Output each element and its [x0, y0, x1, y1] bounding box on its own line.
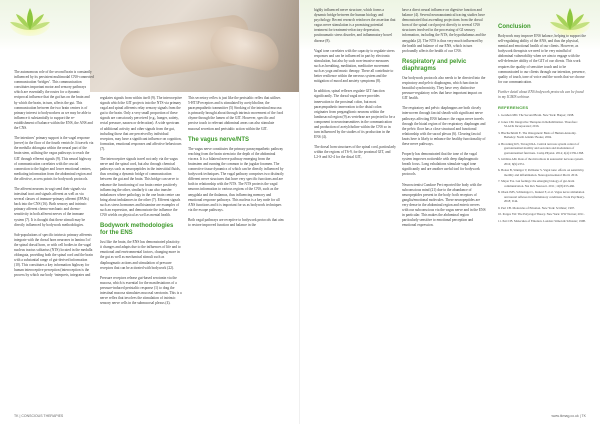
paragraph: Both vagal pathways are receptive to bodywork protocols that aim to restore improved function and balance in the: [188, 217, 284, 227]
left-col-3: [188, 96, 284, 233]
reference-item: 9. Pert CB. Molecules of Emotion. New York: Scribner; 1997.: [498, 205, 575, 210]
section-heading: Respiratory and pelvic diaphragms: [402, 58, 467, 72]
reference-item: 3. Blechschmidt E. The Ontogenetic Basis of Human Anatomy. Berkeley: North Atlantic Books; 2004.: [498, 130, 577, 140]
reference-item: 5. Gibbins AM. Role of the microbiota in autonomic nervous system. 2016; 6(9):2331.: [498, 157, 584, 166]
section-heading: Bodywork methodologies for the ENS: [100, 223, 174, 237]
reference-item: 10. Porges SW. The Polyvagal Theory. New York: WW Norton; 2011.: [498, 212, 585, 217]
paragraph: Bodywork may improve ENS balance, helping to support the self-regulating ability of the ANS, and thus the physical, mental and emotional health of our clients. However, as bodywork therapists we need to be very mindful of abdominal vulnerability when we aim to engage with the self-defensive ability of the GIT of our clients. This work requires the quality of sensitive touch and to be communicated to our clients through our intention, presence, quality of touch, tone of voice and the words that we choose for our communication.: [498, 34, 586, 84]
references-list: [498, 113, 586, 223]
paragraph: Pressure receptors release gut-based serotonin via the mucosa, which is essential for the manifestations of a pressure-induced peristaltic response (1) to drag the intestinal mucosa stimulates mucosal serotonin. This is a nerve reflex that involves the stimulation of intrinsic sensory nerve cells in the submucosal plexus (4).: [100, 275, 182, 306]
right-col-2: [402, 8, 486, 233]
footer-left: TK | CONSCIOUS THERAPIES: [14, 414, 64, 418]
references-heading: REFERENCES: [498, 105, 529, 111]
paragraph: Sub-populations of specific intrinsic primary afferents integrate with the dorsal horn neurones in lamina I of the spinal dorsal horn, or with cell bodies in the vagal nucleus tractus solitarius (NTS) located in the medulla oblongata, providing both the spinal cord and the brain with a substantial range of gut-derived information (10). This constitutes a key information highway for human interoceptive perception (interoception is the process by which our body ‘interprets, integrates and: [14, 232, 93, 278]
paragraph: The afferent neurons in vagi send their signals via intestinal tract and signals afferent as well as via several classes of immune-primary afferent (IPANs) back into the CNS (16). Both sensory and intrinsic primary afferent chemo-mechanic and chemo-sensitivity in both afferent nerves of the immune system (7). It is thought that these stimuli may be directly influenced by bodywork methodologies.: [14, 186, 89, 227]
footer-right: www.tkmag.co.uk | TK: [551, 414, 586, 418]
reference-item: 11. Pert CB. Molecules of Emotion. London: Simon & Schuster; 1998.: [498, 218, 586, 223]
section-heading: The vagus nerve/NTS: [188, 136, 250, 143]
lotus-logo-icon: [8, 4, 52, 36]
paragraph: The interoceptive signals travel not only via the vagus nerve and the spinal cord, but also through chemical pathways such as neuropeptides in the interstitial fluids, thus creating a dynamic bridge of communication between the gut and the brain. This bridge can serve to enhance the functioning of our brain centre positively influencing the other, similarly it can also transfer imbalances where pathology in the one brain centre can bring about imbalances in the other (7). Efferent signals such as stress hormones and histamine are examples of such an expression, and demonstrate the influence the CNS wields on physical as well as mental health.: [100, 157, 181, 218]
paragraph: Properly has demonstrated that the tone of the vagal system improves noticeable with deep diaphragmatic breath focus. Long exhalations stimulate vagal tone significantly and are another useful tool for bodywork protocols.: [402, 152, 480, 177]
photo-shadow: [240, 0, 300, 92]
paragraph: regulates signals from within itself (9). The interoceptive signals which the GIT projects into the NTS via primary vagal and spinal afferents relay sensory signals from the gut to the brain. Only a very small proportion of these signals are consciously perceived (e.g., hunger, satiety, rectal pressure, nausea or defecation). A wide spectrum of additional activity and other signals from the gut, including those that are perceived by individual receptors, may have a significant influence on cognition, formation, emotional responses and affective behaviours (7).: [100, 96, 182, 151]
paragraph: Neuroscientist Candace Pert reported the body with the subconscious mind (21) due to the abundance of neuropeptides present in the body: both receptors of ganglia/emotional molecules. These neuropeptides are very dense in the abdominal region and enteric nerves with our subconscious via the vagus nerve and in the ENS in particular. This makes the abdominal region particularly sensitive to emotional perception and emotional expression.: [402, 182, 486, 228]
right-page: [300, 0, 600, 424]
reference-item: 6. Bonaz B, Sinniger V, Pellissier S. Vagal tone: effects on sensitivity, motility and inflammation. Neurogastroenterol Motil. 2016.: [498, 168, 585, 177]
right-col-1: [314, 8, 396, 166]
reference-item: 2. Jones CM. Integrative Therapies in Rehabilitation. Thorofare: SLACK Incorporated; 2016.: [498, 119, 578, 129]
left-col-2: [100, 96, 182, 311]
right-col-3: [498, 22, 586, 225]
paragraph: have a direct neural influence on digestive function and balance (4). Several neuroanatomical tracing studies have demonstrated that ascending projections from the dorsal horn of the spinal cord project directly to several CNS structures involved in the processing of GI sensory information, including the NTS, the hypothalamus and the amygdala (2). The NTS is thus very much influenced by the health and balance of our ENS, which in turn profoundly affects the health of our CNS.: [402, 8, 486, 53]
reference-item: 4. Browning KN, Travagli RA. Central nervous system control of gastrointestinal motility and secretion and modulation of gastrointestinal functions. Comp Physiol. 2014; 4(4):1339-1368.: [498, 141, 584, 155]
paragraph: The dorsal horn structures of the spinal cord, particularly within the regions of T6-9, for the proximal GIT, and L2-S and S2-4 for the distal GIT,: [314, 145, 396, 160]
paragraph: Just like the brain, the ENS has demonstrated plasticity: it changes and adapts due to the influences of life and to emotional and environmental factors, changing more in the gut as well as mechanical stimuli such as diaphragmatic actions and stimulation of pressure receptors that can be activated with bodywork (22).: [100, 240, 181, 270]
paragraph: The autonomous role of the second brain is constantly influenced by its persistent multimodal CNS-connected communication ‘bridges’. This communication constitutes important motor and sensory pathways which are essentially the routes for a dynamic reciprocal influence that the gut has on the brain and by which the brain, in turn, affects the gut. This communication between the two brain centres is of primary interest to bodyworkers as we may be able to influence it substantially to support the re-establishment of balance within the ENS, the ANS and the CNS.: [14, 70, 94, 131]
paragraph: The vagus nerve constitutes the primary parasympathetic pathway reaching from the brain stem into the depth of the abdominal viscera. It is a bilateral nerve pathway emerging from the brainstem and running the common to the jugular foramen. The connective tissue dynamics of which can be directly influenced by bodywork techniques. The vagal pathway comprises two distinctly different nerve structures that have very specific functions and are both in relationship with the NTS. The NTS protects the vagal neurons information to various regions of the CNS, such as the amygdala and the thalamus, thus influencing memory and emotional response pathways. This nucleus is a key node for all ANS functions and it is important for us as bodywork techniques via the escape pathways.: [188, 146, 284, 212]
reference-item: 8. Olsen JMS, Schlesinger L, Kunzel F, et al. Vagus nerve stimulation and neural reflexes in inflammatory conditions. Front Psychiatry. 2018; 9:44.: [498, 190, 585, 204]
paragraph: Vagal tone correlates with the capacity to regulate stress responses and can be influenced in part by electronic stimulation, but also by such non-invasive measures such as breathing, meditation, meditative movement such as yoga and music therapy. These all contribute to better resilience within the nervous system and the mitigation of mood and anxiety symptoms (8).: [314, 48, 395, 84]
massage-photo: [90, 0, 300, 92]
paragraph: In addition, spinal reflexes regulate GIT function significantly. The dorsal vagal nerve provides innervation to the proximal colon, but most parasympathetic innervation to the distal colon originates from preganglionic neurons within the lumbosacral region (9) as vertebrae are projected to be a component to neurotransmitters in the communication and production of acetylcholine within the CNS so in turn influenced by the studies of its production in the ENS (4).: [314, 89, 395, 140]
paragraph: highly influenced nerve structure, which forms a dynamic bridge between the human biology and psychology. Recent research reinforces the assertion that vagus nerve stimulation is a promising potential treatment for treatment-refractory depression, posttraumatic stress disorder, and inflammatory bowel disease (8).: [314, 8, 396, 43]
paragraph: Our bodywork protocols also needs to be directed into the respiratory and pelvic diaphragms, which function in beautiful synchronicity. They have very distinctive pressure-regulatory roles that have important impact on GIT health.: [402, 75, 486, 101]
webinar-note: Further detail about ENS bodywork protocols can be found in my ICMIS webinar.: [498, 89, 584, 100]
reference-item: 1. Gershon MD. The Second Brain. New York: Harper; 1998.: [498, 113, 575, 118]
left-col-1: [14, 70, 94, 284]
paragraph: This secretory reflex is just like the peristaltic reflex that utilises 5-HT3P receptors and is stimulated by acetylcholine, the parasympathetic transmitter (5) Stroking of the intestinal mucosa is primarily brought about through intrinsic movement of the food chyme through the lumen of the GIT. However, specific and precise touch to relevant abdominal areas can also stimulate mucosal secretion and peristaltic action within the GIT.: [188, 96, 284, 131]
paragraph: The respiratory and pelvic diaphragms are both closely interwoven through fascial sheath with significant nerve pathways affecting ENS balance: the vagus nerve travels through the hiatal region of the respiratory diaphragm and the pelvic floor has a close structural and functional relationship with the sacral plexus (6). Clearing fascial knots here is likely to enhance the healthy functionality of these nerve pathways.: [402, 106, 486, 146]
section-heading: Conclusion: [498, 24, 531, 30]
reference-item: 7. Mayer EA. Gut feelings: the emerging biology of gut-brain communication. Nat Rev Neurosci. 2011; 12(8):453-466.: [498, 179, 575, 188]
paragraph: The intestines’ primary support is the vagal response (nerve) in the floor of the fourth ventricle. It travels via the medulla oblongata within the neural part of the brain stem, utilising the vagus pathways to reach the GIT through efferent signals (9). This neural highway of communication correlates with the crucial connection to the higher and lower emotional centres, mediating information from the abdominal region and the affective, access points for bodywork protocols.: [14, 136, 94, 181]
